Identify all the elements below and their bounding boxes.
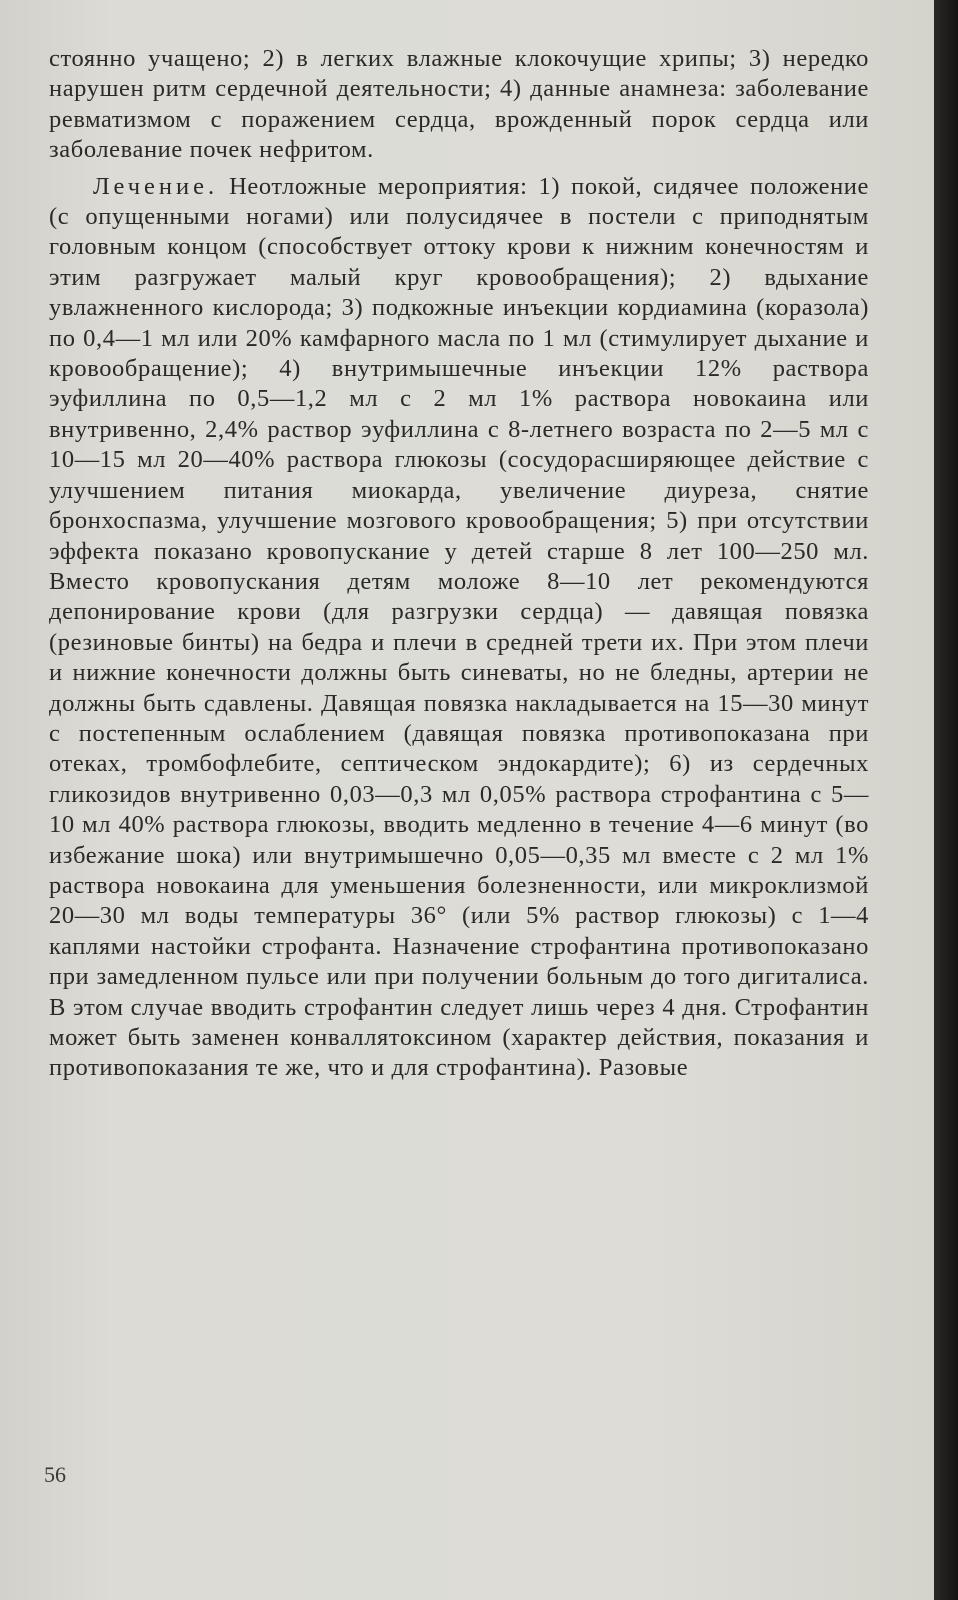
- section-lead-treatment: Лечение.: [93, 172, 219, 200]
- paragraph-symptoms: [49, 44, 869, 166]
- paragraph-treatment: [49, 172, 869, 1084]
- book-edge-shadow: [934, 0, 958, 1600]
- paragraph-text: Неотложные мероприятия: 1) покой, сидячее положение (с опущенными ногами) или полусидячее в постели с приподнятым головным концом (способствует оттоку крови к нижним конечностям и этим разгружает малый круг кровообращения); 2) вдыхание увлажненного кислорода; 3) подкожные инъекции кордиамина (коразола) по 0,4—1 мл или 20% камфарного масла по 1 мл (стимулирует дыхание и кровообращение); 4) внутримышечные инъекции 12% раствора эуфиллина по 0,5—1,2 мл с 2 мл 1% раствора новокаина или внутривенно, 2,4% раствор эуфиллина с 8-летнего возраста по 2—5 мл с 10—15 мл 20—40% раствора глюкозы (сосудорасширяющее действие с улучшением питания миокарда, увеличение диуреза, снятие бронхоспазма, улучшение мозгового кровообращения; 5) при отсутствии эффекта показано кровопускание у детей старше 8 лет 100—250 мл. Вместо кровопускания детям моложе 8—10 лет рекомендуются депонирование крови (для разгрузки сердца) — давящая повязка (резиновые бинты) на бедра и плечи в средней трети их. При этом плечи и нижние конечности должны быть синеваты, но не бледны, артерии не должны быть сдавлены. Давящая повязка накладывается на 15—30 минут с постепенным ослаблением (давящая повязка противопоказана при отеках, тромбофлебите, септическом эндокардите); 6) из сердечных гликозидов внутривенно 0,03—0,3 мл 0,05% раствора строфантина с 5—10 мл 40% раствора глюкозы, вводить медленно в течение 4—6 минут (во избежание шока) или внутримышечно 0,05—0,35 мл вместе с 2 мл 1% раствора новокаина для уменьшения болезненности, или микроклизмой 20—30 мл воды температуры 36° (или 5% раствор глюкозы) с 1—4 каплями настойки строфанта. Назначение строфантина противопоказано при замедленном пульсе или при получении больным до того дигиталиса. В этом случае вводить строфантин следует лишь через 4 дня. Строфантин может быть заменен конваллятоксином (характер действия, показания и противопоказания те же, что и для строфантина). Разовые: [49, 172, 869, 1082]
- page-number: 56: [44, 1462, 66, 1487]
- paragraph-text: стоянно учащено; 2) в легких влажные клокочущие хрипы; 3) нередко нарушен ритм сердечной деятельности; 4) данные анамнеза: заболевание ревматизмом с поражением сердца, врожденный порок сердца или заболевание почек нефритом.: [49, 45, 869, 164]
- body-text: [49, 44, 869, 1090]
